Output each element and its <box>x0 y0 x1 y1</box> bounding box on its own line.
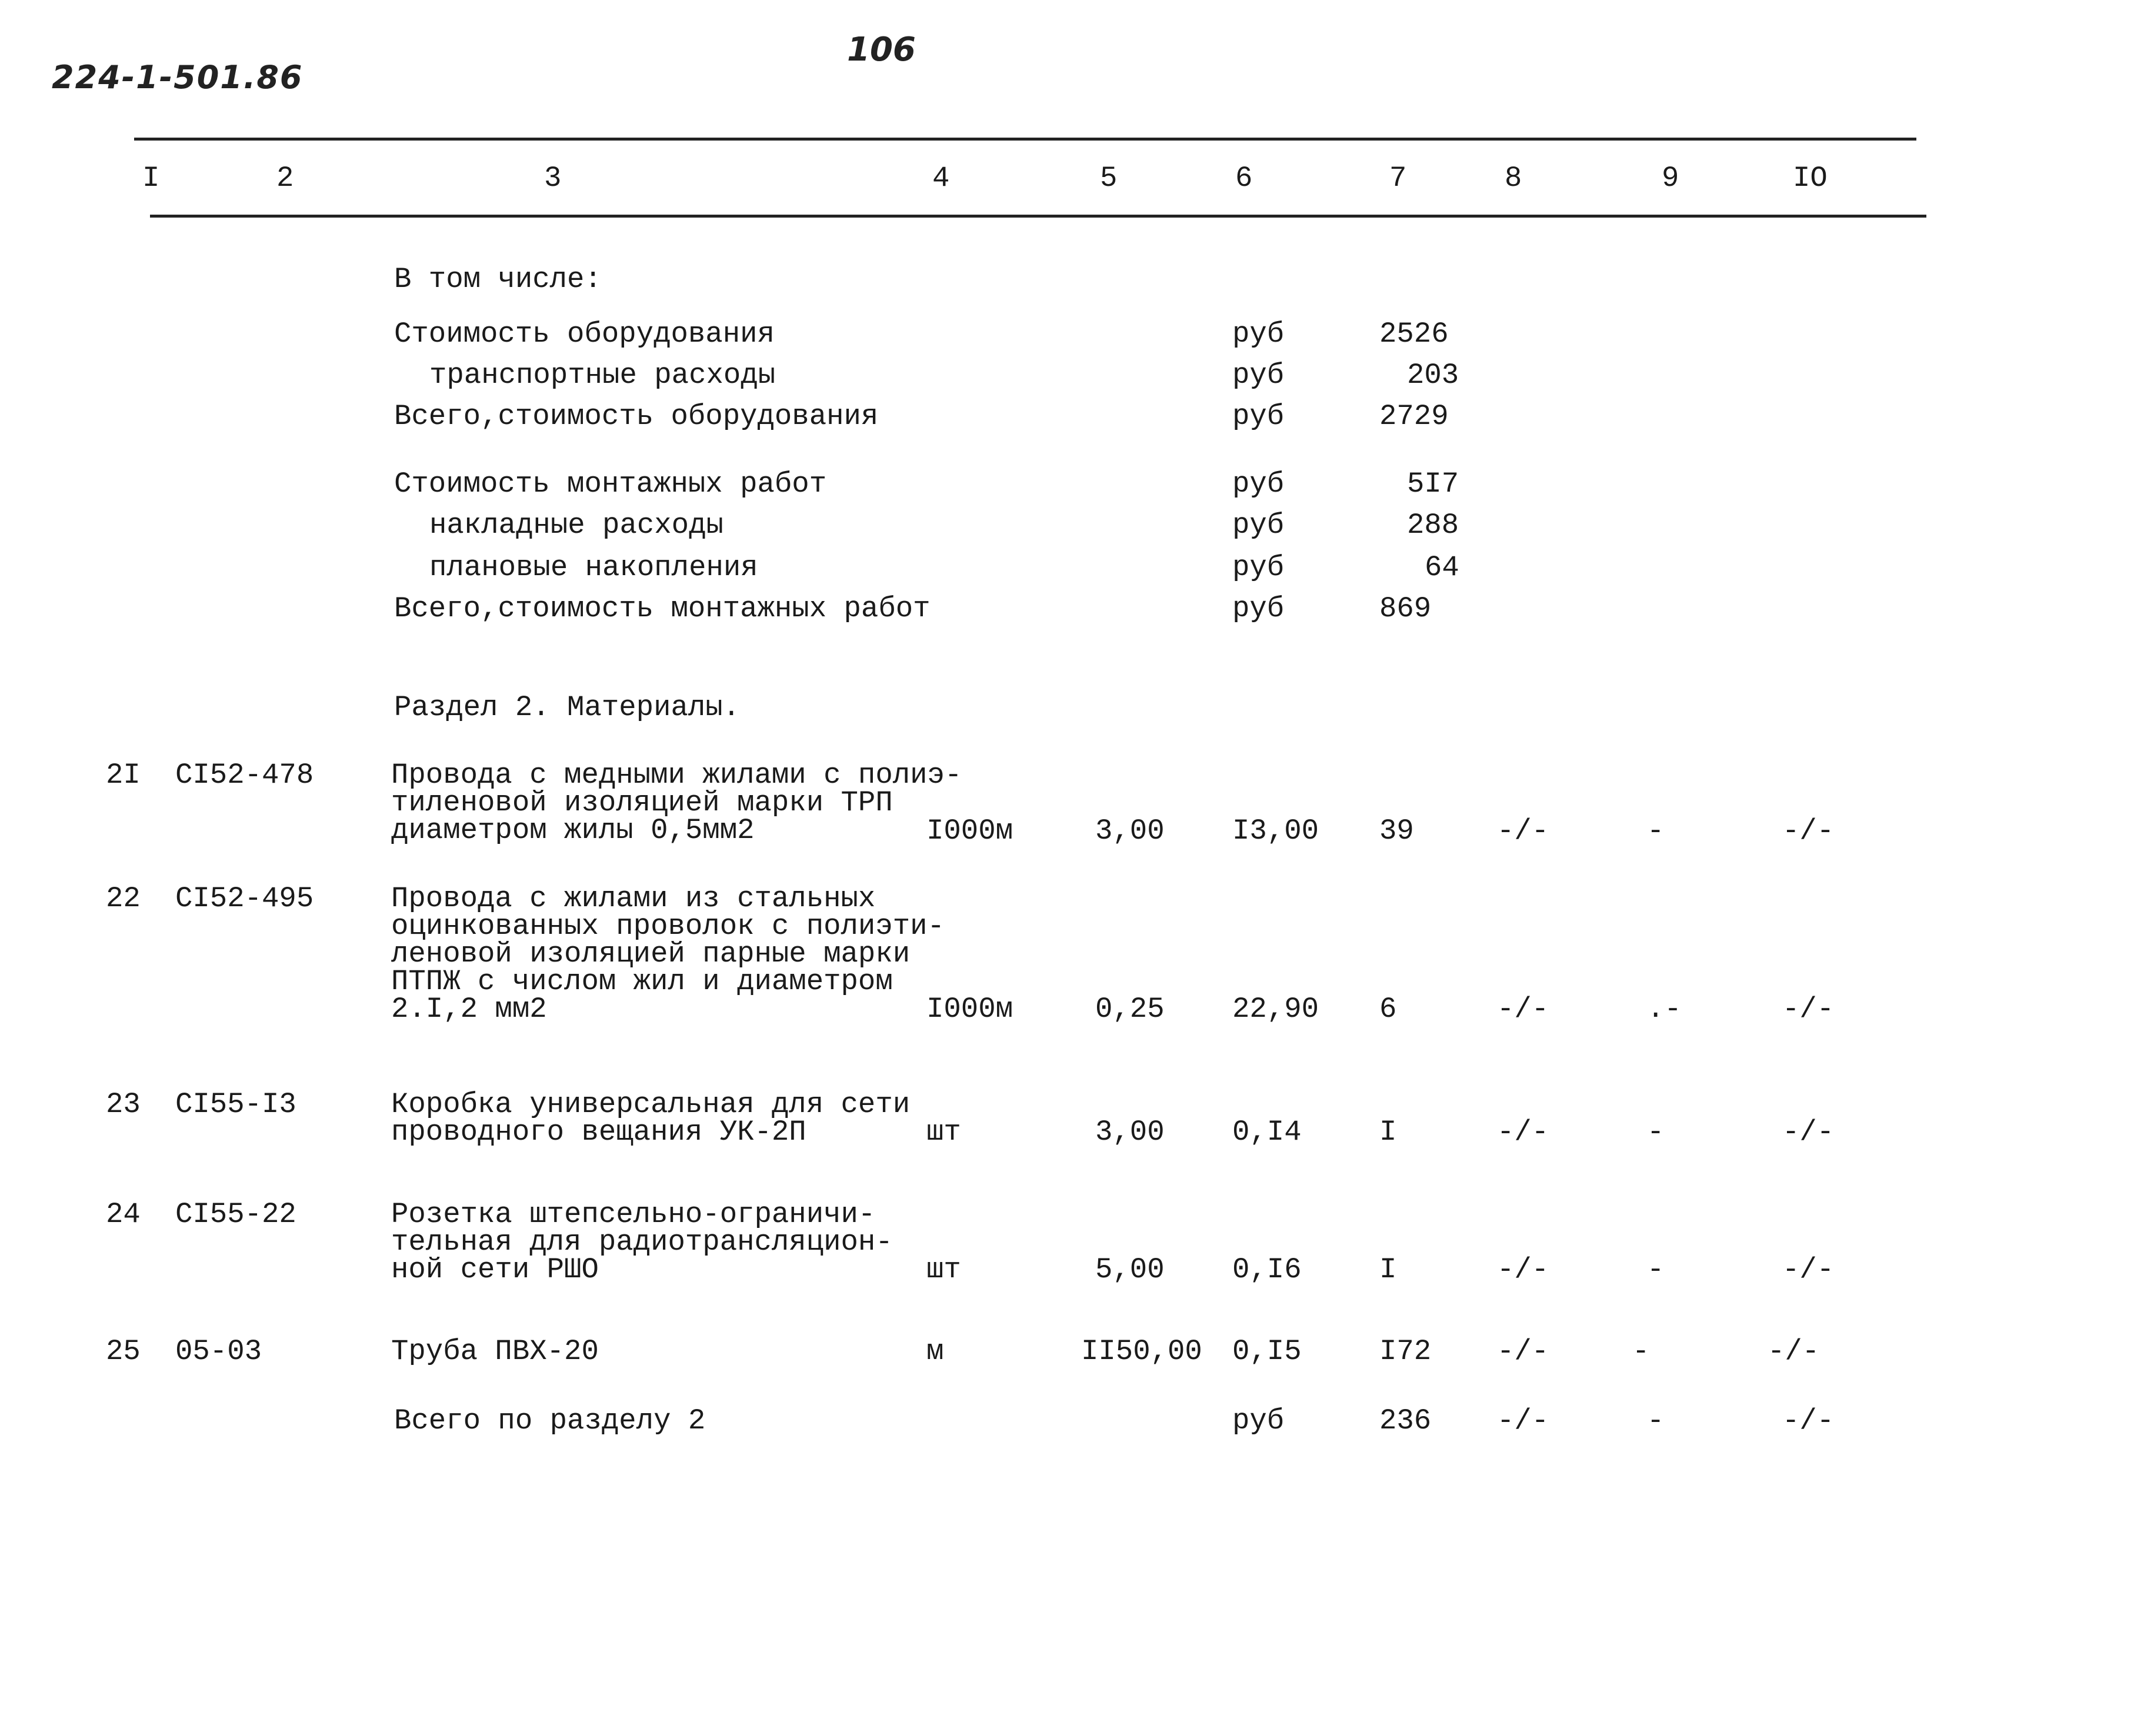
item-col9: .- <box>1647 993 1682 1026</box>
column-header-4: 4 <box>932 162 950 195</box>
item-col9: - <box>1647 814 1665 847</box>
item-description-line: оцинкованных проволок с полиэти- <box>391 910 945 943</box>
item-number: 25 <box>106 1335 141 1368</box>
item-description-line: диаметром жилы 0,5мм2 <box>391 814 755 847</box>
page-number: 106 <box>847 31 916 69</box>
item-unit-price: I3,00 <box>1232 814 1319 847</box>
section-title: Раздел 2. Материалы. <box>394 691 741 724</box>
item-unit: шт <box>926 1253 961 1286</box>
summary-title: В том числе: <box>394 263 602 296</box>
item-col9: - <box>1647 1116 1665 1149</box>
summary-row-unit: руб <box>1232 468 1285 500</box>
summary-row-label: транспортные расходы <box>429 359 776 392</box>
item-number: 23 <box>106 1088 141 1121</box>
summary-row-label: плановые накопления <box>429 551 758 584</box>
summary-row-unit: руб <box>1232 551 1285 584</box>
item-col10: -/- <box>1768 1335 1820 1368</box>
item-description <box>391 1088 911 1149</box>
item-unit: I000м <box>926 814 1013 847</box>
item-unit: м <box>926 1335 944 1368</box>
item-unit-price: 0,I6 <box>1232 1253 1302 1286</box>
summary-row-label: Всего,стоимость монтажных работ <box>394 592 931 625</box>
item-quantity: 3,00 <box>1095 814 1165 847</box>
item-total: I <box>1379 1116 1397 1149</box>
item-number: 22 <box>106 882 141 915</box>
summary-row-value: 288 <box>1407 509 1459 542</box>
item-description-line: Коробка универсальная для сети <box>391 1088 911 1121</box>
item-code: CI52-495 <box>175 882 314 915</box>
item-quantity: II50,00 <box>1081 1335 1202 1368</box>
item-code: CI55-22 <box>175 1198 296 1231</box>
summary-row-label: Стоимость монтажных работ <box>394 468 827 500</box>
summary-row-unit: руб <box>1232 359 1285 392</box>
header-bottom-rule <box>150 215 1926 218</box>
section-total-col8: -/- <box>1497 1404 1549 1437</box>
item-col8: -/- <box>1497 1116 1549 1149</box>
item-unit: шт <box>926 1116 961 1149</box>
item-total: I72 <box>1379 1335 1432 1368</box>
column-header-2: 2 <box>276 162 294 195</box>
item-total: 39 <box>1379 814 1414 847</box>
column-header-8: 8 <box>1505 162 1522 195</box>
item-col10: -/- <box>1782 1253 1835 1286</box>
item-col8: -/- <box>1497 814 1549 847</box>
section-total-value: 236 <box>1379 1404 1432 1437</box>
item-description <box>391 882 945 1026</box>
summary-row-value: 869 <box>1379 592 1432 625</box>
section-total-unit: руб <box>1232 1404 1285 1437</box>
item-description-line: Труба ПВХ-20 <box>391 1335 599 1368</box>
summary-row-label: Всего,стоимость оборудования <box>394 400 879 433</box>
item-col10: -/- <box>1782 814 1835 847</box>
summary-row-value: 2729 <box>1379 400 1449 433</box>
item-description-line: Розетка штепсельно-ограничи- <box>391 1198 876 1231</box>
item-col9: - <box>1647 1253 1665 1286</box>
item-description <box>391 1335 599 1368</box>
item-description-line: Провода с медными жилами с полиэ- <box>391 759 962 792</box>
item-description-line: тиленовой изоляцией марки ТРП <box>391 786 893 819</box>
item-number: 24 <box>106 1198 141 1231</box>
item-quantity: 3,00 <box>1095 1116 1165 1149</box>
item-description-line: тельная для радиотрансляцион- <box>391 1226 893 1258</box>
item-col8: -/- <box>1497 1335 1549 1368</box>
item-description <box>391 759 962 847</box>
summary-row-unit: руб <box>1232 318 1285 350</box>
item-description-line: ной сети РШО <box>391 1253 599 1286</box>
column-header-7: 7 <box>1389 162 1407 195</box>
summary-row-value: 2526 <box>1379 318 1449 350</box>
summary-row-unit: руб <box>1232 509 1285 542</box>
item-quantity: 5,00 <box>1095 1253 1165 1286</box>
column-header-9: 9 <box>1662 162 1679 195</box>
item-description <box>391 1198 893 1286</box>
section-total-label: Всего по разделу 2 <box>394 1404 706 1437</box>
item-description-line: ПТПЖ с числом жил и диаметром <box>391 965 893 998</box>
item-col8: -/- <box>1497 1253 1549 1286</box>
header-top-rule <box>134 138 1916 141</box>
item-unit-price: 0,I5 <box>1232 1335 1302 1368</box>
section-total-col9: - <box>1647 1404 1665 1437</box>
summary-row-value: 5I7 <box>1407 468 1459 500</box>
column-header-3: 3 <box>544 162 562 195</box>
document-code: 224-1-501.86 <box>52 59 304 96</box>
item-quantity: 0,25 <box>1095 993 1165 1026</box>
item-description-line: леновой изоляцией парные марки <box>391 937 911 970</box>
summary-row-value: 203 <box>1407 359 1459 392</box>
summary-row-label: Стоимость оборудования <box>394 318 775 350</box>
item-col9: - <box>1632 1335 1650 1368</box>
item-total: 6 <box>1379 993 1397 1026</box>
item-description-line: проводного вещания УК-2П <box>391 1116 806 1149</box>
item-col10: -/- <box>1782 1116 1835 1149</box>
item-description-line: 2.I,2 мм2 <box>391 993 547 1026</box>
summary-row-label: накладные расходы <box>429 509 723 542</box>
item-code: CI52-478 <box>175 759 314 792</box>
item-col10: -/- <box>1782 993 1835 1026</box>
item-total: I <box>1379 1253 1397 1286</box>
item-unit: I000м <box>926 993 1013 1026</box>
summary-row-unit: руб <box>1232 400 1285 433</box>
item-col8: -/- <box>1497 993 1549 1026</box>
item-number: 2I <box>106 759 141 792</box>
section-total-col10: -/- <box>1782 1404 1835 1437</box>
column-header-5: 5 <box>1100 162 1118 195</box>
item-unit-price: 0,I4 <box>1232 1116 1302 1149</box>
column-header-10: IO <box>1793 162 1828 195</box>
summary-row-value: 64 <box>1425 551 1459 584</box>
summary-row-unit: руб <box>1232 592 1285 625</box>
column-header-6: 6 <box>1235 162 1253 195</box>
column-header-1: I <box>142 162 160 195</box>
item-code: CI55-I3 <box>175 1088 296 1121</box>
item-code: 05-03 <box>175 1335 262 1368</box>
item-description-line: Провода с жилами из стальных <box>391 882 876 915</box>
item-unit-price: 22,90 <box>1232 993 1319 1026</box>
